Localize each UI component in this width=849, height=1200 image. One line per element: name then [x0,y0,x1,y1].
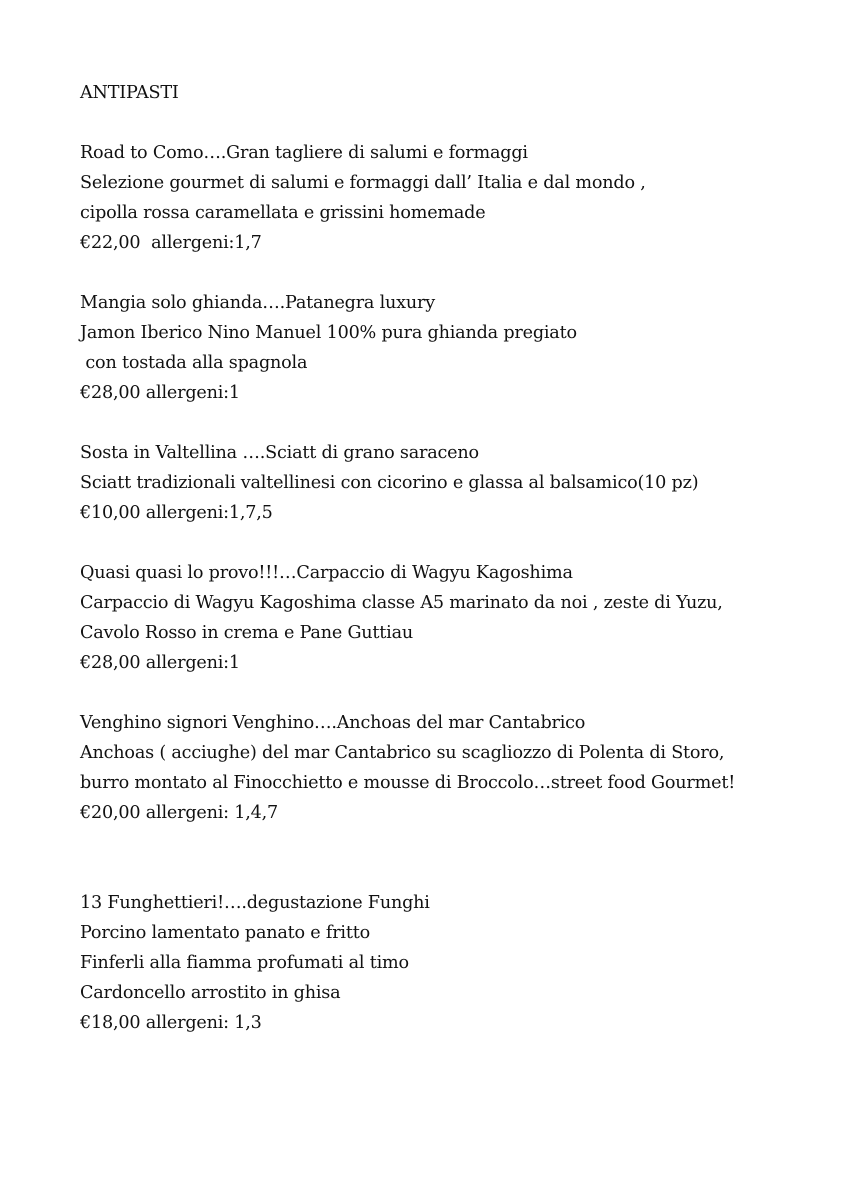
dish-title: Quasi quasi lo provo!!!…Carpaccio di Wagyu Kagoshima [80,563,573,583]
dish-road-to-como [80,138,820,258]
spacer [80,528,820,558]
spacer [80,258,820,288]
dish-title: Venghino signori Venghino….Anchoas del mar Cantabrico [80,713,586,733]
dish-price-allergens: €10,00 allergeni:1,7,5 [80,503,273,523]
section-title: ANTIPASTI [80,83,179,103]
dish-title: Road to Como….Gran tagliere di salumi e formaggi [80,143,528,163]
spacer [80,108,820,138]
dish-price-allergens: €18,00 allergeni: 1,3 [80,1013,262,1033]
dish-title: 13 Funghettieri!….degustazione Funghi [80,893,430,913]
dish-description: Cavolo Rosso in crema e Pane Guttiau [80,623,414,643]
dish-mangia-solo-ghianda [80,288,820,408]
spacer [80,678,820,708]
dish-sosta-in-valtellina [80,438,820,528]
dish-description: Cardoncello arrostito in ghisa [80,983,341,1003]
dish-description: Selezione gourmet di salumi e formaggi dall’ Italia e dal mondo , [80,173,646,193]
dish-description: Finferli alla fiamma profumati al timo [80,953,409,973]
dish-description: Porcino lamentato panato e fritto [80,923,370,943]
dish-price-allergens: €20,00 allergeni: 1,4,7 [80,803,279,823]
dish-price-allergens: €22,00 allergeni:1,7 [80,233,262,253]
dish-price-allergens: €28,00 allergeni:1 [80,383,240,403]
dish-venghino-signori [80,708,820,828]
dish-title: Mangia solo ghianda….Patanegra luxury [80,293,435,313]
menu-page [80,78,820,1038]
dish-funghettieri [80,888,820,1038]
dish-description: Jamon Iberico Nino Manuel 100% pura ghianda pregiato [80,323,577,343]
dish-description: cipolla rossa caramellata e grissini homemade [80,203,486,223]
spacer [80,828,820,888]
dish-description: con tostada alla spagnola [80,353,308,373]
dish-title: Sosta in Valtellina ….Sciatt di grano saraceno [80,443,479,463]
dish-description: burro montato al Finocchietto e mousse di Broccolo…street food Gourmet! [80,773,736,793]
dish-price-allergens: €28,00 allergeni:1 [80,653,240,673]
dish-description: Carpaccio di Wagyu Kagoshima classe A5 marinato da noi , zeste di Yuzu, [80,593,723,613]
dish-quasi-quasi-lo-provo [80,558,820,678]
dish-description: Anchoas ( acciughe) del mar Cantabrico su scagliozzo di Polenta di Storo, [80,743,725,763]
dish-description: Sciatt tradizionali valtellinesi con cicorino e glassa al balsamico(10 pz) [80,473,699,493]
spacer [80,408,820,438]
